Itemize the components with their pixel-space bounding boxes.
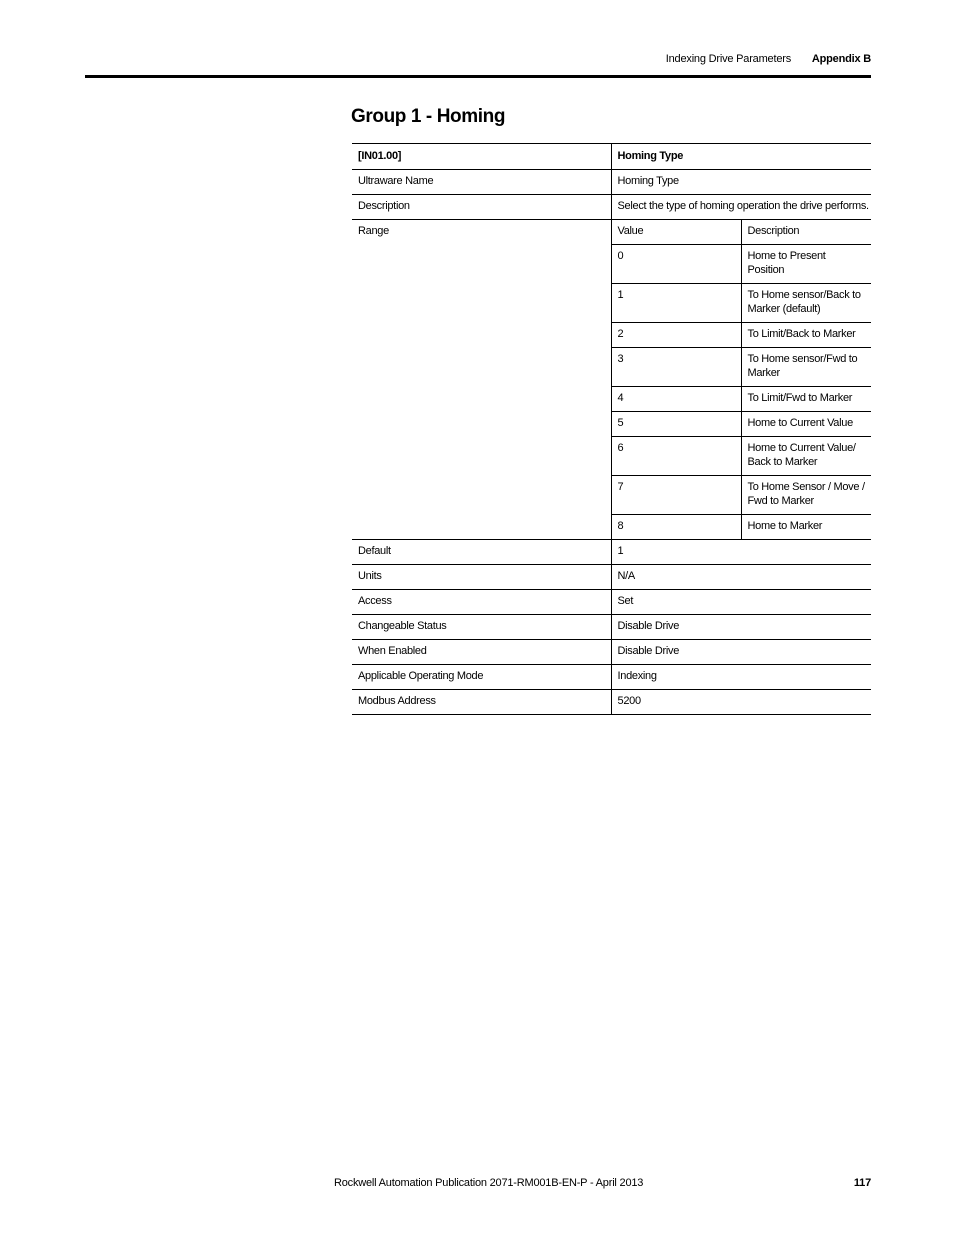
description-value: Select the type of homing operation the drive performs. bbox=[611, 195, 871, 220]
table-row bbox=[352, 540, 871, 565]
operating-mode-value: Indexing bbox=[611, 665, 871, 690]
table-row bbox=[352, 195, 871, 220]
range-description: Home to Marker bbox=[741, 515, 871, 540]
range-value: 1 bbox=[611, 284, 741, 323]
modbus-address-label: Modbus Address bbox=[352, 690, 611, 715]
range-description: To Limit/Fwd to Marker bbox=[741, 387, 871, 412]
range-label: Range bbox=[352, 220, 611, 540]
range-value: 0 bbox=[611, 245, 741, 284]
header-appendix-label: Appendix B bbox=[811, 53, 871, 65]
table-row bbox=[352, 640, 871, 665]
range-description-header: Description bbox=[741, 220, 871, 245]
table-row bbox=[352, 590, 871, 615]
header-section-title: Indexing Drive Parameters bbox=[665, 53, 792, 65]
range-value: 3 bbox=[611, 348, 741, 387]
ultraware-name-value: Homing Type bbox=[611, 170, 871, 195]
range-description: To Home sensor/Fwd to Marker bbox=[741, 348, 871, 387]
range-description: To Home sensor/Back to Marker (default) bbox=[741, 284, 871, 323]
range-description: Home to Current Value bbox=[741, 412, 871, 437]
page-title: Group 1 - Homing bbox=[351, 106, 506, 127]
table-row bbox=[352, 690, 871, 715]
range-description: To Limit/Back to Marker bbox=[741, 323, 871, 348]
range-header-row bbox=[352, 220, 871, 245]
units-label: Units bbox=[352, 565, 611, 590]
param-id-cell: [IN01.00] bbox=[352, 144, 611, 170]
description-label: Description bbox=[352, 195, 611, 220]
range-value: 2 bbox=[611, 323, 741, 348]
running-header bbox=[666, 53, 871, 65]
range-value-header: Value bbox=[611, 220, 741, 245]
range-description: Home to Current Value/ Back to Marker bbox=[741, 437, 871, 476]
operating-mode-label: Applicable Operating Mode bbox=[352, 665, 611, 690]
access-value: Set bbox=[611, 590, 871, 615]
page-number: 117 bbox=[853, 1177, 871, 1189]
table-header-row bbox=[352, 144, 871, 170]
table-row bbox=[352, 665, 871, 690]
range-value: 5 bbox=[611, 412, 741, 437]
ultraware-name-label: Ultraware Name bbox=[352, 170, 611, 195]
default-value: 1 bbox=[611, 540, 871, 565]
access-label: Access bbox=[352, 590, 611, 615]
range-value: 4 bbox=[611, 387, 741, 412]
when-enabled-value: Disable Drive bbox=[611, 640, 871, 665]
range-value: 8 bbox=[611, 515, 741, 540]
changeable-status-label: Changeable Status bbox=[352, 615, 611, 640]
param-name-cell: Homing Type bbox=[611, 144, 871, 170]
page-header bbox=[0, 0, 954, 80]
when-enabled-label: When Enabled bbox=[352, 640, 611, 665]
range-description: Home to Present Position bbox=[741, 245, 871, 284]
publication-info: Rockwell Automation Publication 2071-RM001B-EN-P - April 2013 bbox=[334, 1177, 644, 1189]
modbus-address-value: 5200 bbox=[611, 690, 871, 715]
changeable-status-value: Disable Drive bbox=[611, 615, 871, 640]
range-description: To Home Sensor / Move / Fwd to Marker bbox=[741, 476, 871, 515]
header-divider bbox=[85, 75, 871, 78]
range-value: 6 bbox=[611, 437, 741, 476]
table-row bbox=[352, 170, 871, 195]
range-value: 7 bbox=[611, 476, 741, 515]
default-label: Default bbox=[352, 540, 611, 565]
table-row bbox=[352, 565, 871, 590]
units-value: N/A bbox=[611, 565, 871, 590]
table-row bbox=[352, 615, 871, 640]
parameter-table bbox=[352, 143, 871, 715]
